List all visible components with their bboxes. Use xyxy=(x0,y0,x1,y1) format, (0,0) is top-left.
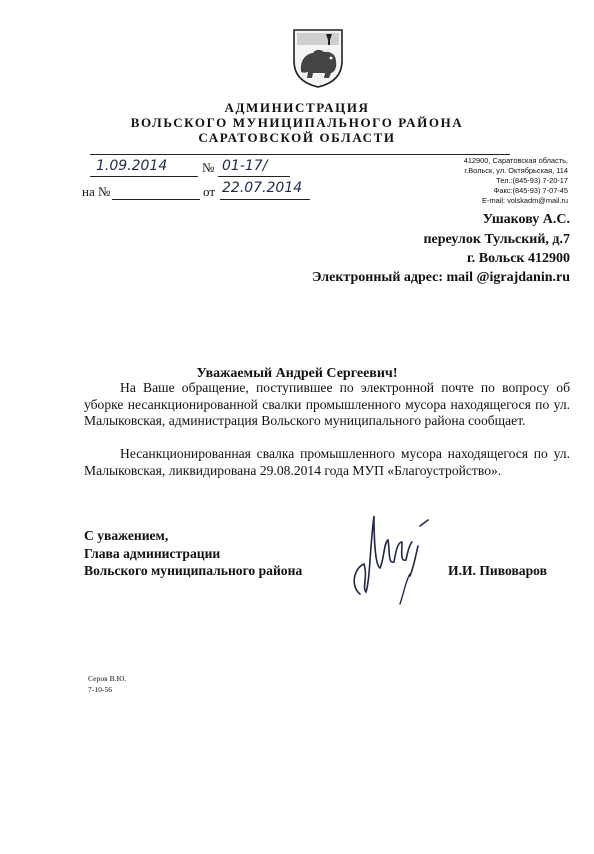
signer-position-line-1: Глава администрации xyxy=(84,546,221,561)
org-title-line-1: АДМИНИСТРАЦИЯ xyxy=(224,100,370,115)
signer-position-line-2: Вольского муниципального района xyxy=(84,563,303,578)
org-title-line-2: ВОЛЬСКОГО МУНИЦИПАЛЬНОГО РАЙОНА xyxy=(130,115,464,130)
recipient-email: Электронный адрес: mail @igrajdanin.ru xyxy=(311,270,570,285)
org-title-line-3: САРАТОВСКОЙ ОБЛАСТИ xyxy=(198,130,396,145)
executor-name: Серов В.Ю. xyxy=(88,674,127,683)
contact-line: г.Вольск, ул. Октябрьская, 114 xyxy=(464,166,568,175)
body-paragraph-2: Несанкционированная свалка промышленного мусора находящегося по ул. Малыковская, ликвидирована 29.08.2014 года МУП «Благоустройство». xyxy=(84,446,570,478)
contact-email: E-mail: volskadm@mail.ru xyxy=(482,196,568,205)
recipient-city: г. Вольск 412900 xyxy=(467,251,570,266)
number-label: № xyxy=(202,160,215,175)
reference-date: 22.07.2014 xyxy=(222,180,303,196)
body-paragraph-1: На Ваше обращение, поступившее по электронной почте по вопросу об уборке несанкционированной свалки промышленного мусора находящегося по ул. Малыковская, администрация Вольского муниципального района сообщает. xyxy=(84,380,570,429)
recipient-name: Ушакову А.С. xyxy=(482,212,570,227)
executor-phone: 7-10-56 xyxy=(88,685,113,694)
number-underline xyxy=(218,176,290,177)
reference-label: на № xyxy=(82,184,111,199)
contact-line: 412900, Саратовская область, xyxy=(463,156,568,165)
header-divider xyxy=(90,154,510,155)
signer-name: И.И. Пивоваров xyxy=(448,563,547,578)
handwritten-signature xyxy=(340,506,440,606)
outgoing-date: 1.09.2014 xyxy=(96,158,168,174)
closing-line: С уважением, xyxy=(84,528,169,543)
recipient-street: переулок Тульский, д.7 xyxy=(423,232,570,247)
date-underline xyxy=(90,176,198,177)
contact-phone: Тел.:(845-93) 7-20-17 xyxy=(496,176,568,185)
from-label: от xyxy=(203,184,216,199)
outgoing-number: 01-17/ xyxy=(222,158,268,174)
coat-of-arms-icon xyxy=(291,27,345,89)
contact-fax: Факс:(845-93) 7-07-45 xyxy=(493,186,568,195)
greeting: Уважаемый Андрей Сергеевич! xyxy=(196,366,398,381)
reference-underline xyxy=(112,199,200,200)
from-underline xyxy=(220,199,310,200)
